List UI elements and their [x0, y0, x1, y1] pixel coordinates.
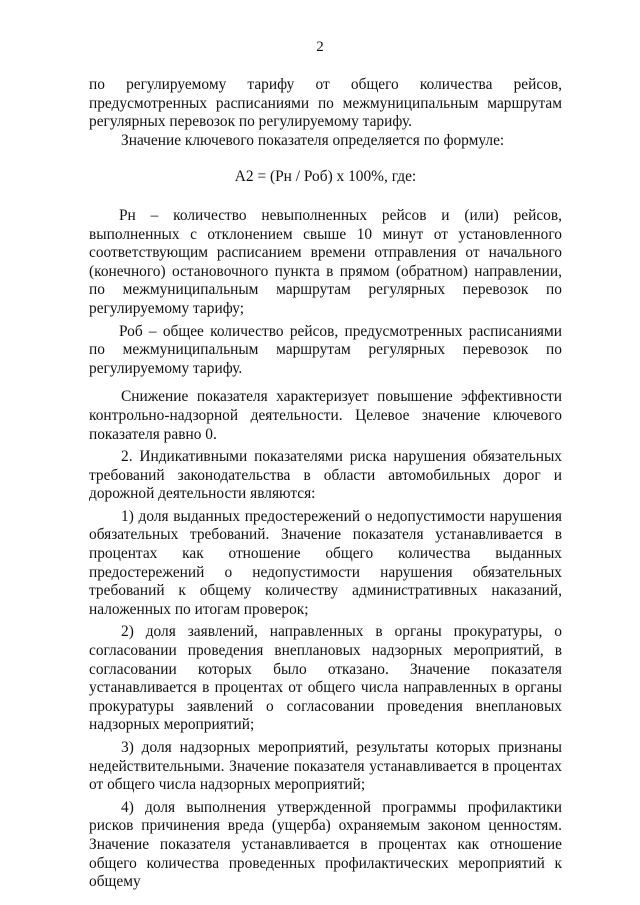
definition-rn: Рн – количество невыполненных рейсов и (или) рейсов, выполненных с отклонением свыше 10 минут от установленного соответствующим расписанием времени отправления от начального (конечного) остановочного пункта в прямом (обратном) направлении, по межмуниципальным маршрутам регулярных перевозок по регулируемому тарифу; — [89, 206, 562, 317]
page-number: 2 — [316, 39, 324, 55]
paragraph-formula-intro: Значение ключевого показателя определяется по формуле: — [121, 131, 505, 149]
list-item-1: 1) доля выданных предостережений о недопустимости нарушения обязательных требований. Значение показателя устанавливается в процентах как отношение общего количества выданных предостережений о недопустимости нарушения обязательных требований к общему количеству административных наказаний, наложенных по итогам проверок; — [89, 507, 562, 618]
formula: А2 = (Рн / Роб) х 100%, где: — [234, 168, 417, 186]
list-item-3: 3) доля надзорных мероприятий, результаты которых признаны недействительными. Значение показателя устанавливается в процентах от общего числа надзорных мероприятий; — [89, 739, 562, 794]
paragraph-continuation: по регулируемому тарифу от общего количества рейсов, предусмотренных расписаниями по межмуниципальным маршрутам регулярных перевозок по регулируемому тарифу. — [89, 76, 562, 131]
paragraph-decrease: Снижение показателя характеризует повышение эффективности контрольно-надзорной деятельности. Целевое значение ключевого показателя равно 0. — [89, 388, 562, 443]
document-body — [89, 76, 562, 892]
paragraph-indicators-intro: 2. Индикативными показателями риска нарушения обязательных требований законодательства в области автомобильных дорог и дорожной деятельности являются: — [89, 448, 562, 503]
list-item-4: 4) доля выполнения утвержденной программы профилактики рисков причинения вреда (ущерба) охраняемым законом ценностям. Значение показателя устанавливается в процентах как отношение общего количества проведенных профилактических мероприятий к общему — [89, 798, 562, 891]
definition-rob: Роб – общее количество рейсов, предусмотренных расписаниями по межмуниципальным маршрутам регулярных перевозок по регулируемому тарифу. — [89, 322, 562, 377]
list-item-2: 2) доля заявлений, направленных в органы прокуратуры, о согласовании проведения внеплановых надзорных мероприятий, в согласовании которых было отказано. Значение показателя устанавливается в процентах от общего числа направленных в органы прокуратуры заявлений о согласовании проведения внеплановых надзорных мероприятий; — [89, 623, 562, 734]
